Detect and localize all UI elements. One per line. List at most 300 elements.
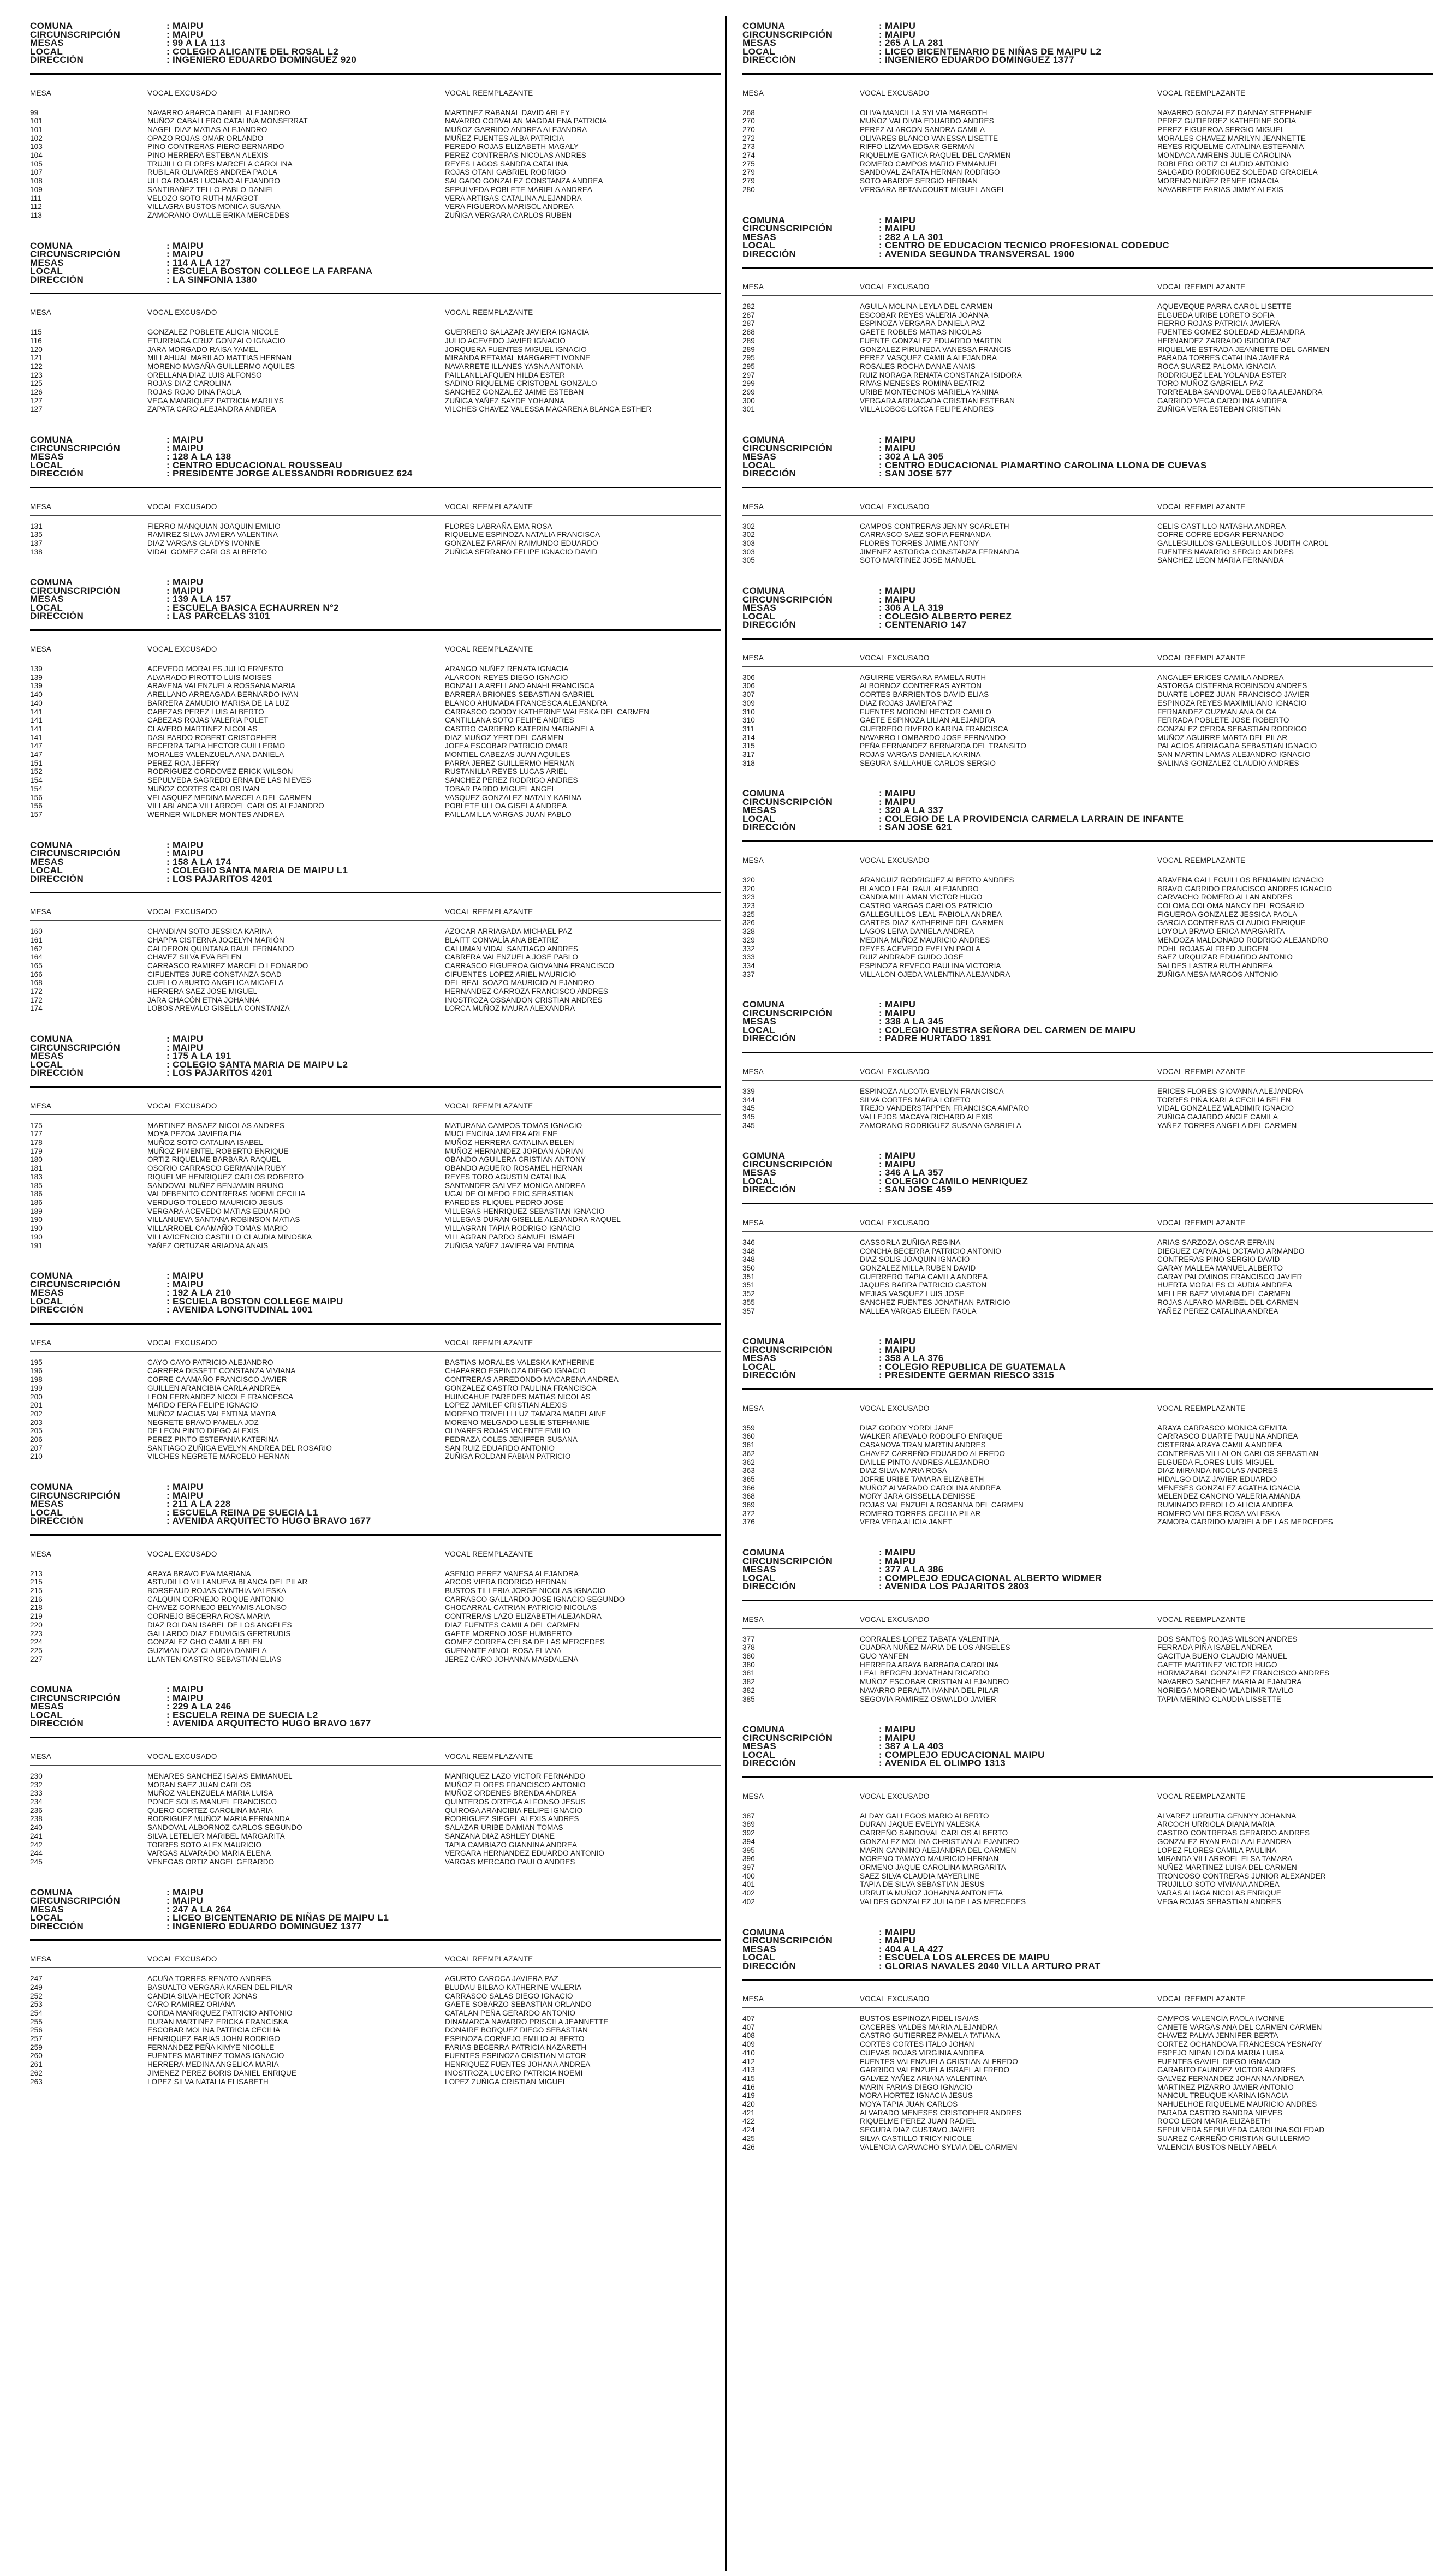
section-header bbox=[742, 1928, 1433, 1971]
vocal-excusado-name: PINO CONTRERAS PIERO BERNARDO bbox=[147, 142, 284, 151]
table-row bbox=[742, 2091, 1433, 2100]
table-row bbox=[742, 151, 1433, 160]
mesa-number: 320 bbox=[742, 884, 755, 893]
mesa-number: 289 bbox=[742, 345, 755, 354]
vocal-excusado-name: DIAZ SOLIS JOAQUIN IGNACIO bbox=[860, 1255, 970, 1264]
table-row bbox=[30, 1570, 721, 1578]
table-row bbox=[30, 1798, 721, 1806]
header-local-row bbox=[30, 1913, 721, 1922]
mesa-number: 141 bbox=[30, 733, 43, 742]
mesa-number: 352 bbox=[742, 1290, 755, 1298]
vocal-reemplazante-name: BRAVO GARRIDO FRANCISCO ANDRES IGNACIO bbox=[1157, 884, 1333, 893]
header-comuna-value: : MAIPU bbox=[166, 1887, 204, 1898]
polling-section bbox=[30, 578, 721, 819]
vocal-reemplazante-name: CANETE VARGAS ANA DEL CARMEN CARMEN bbox=[1157, 2023, 1322, 2031]
vocal-excusado-name: RUIZ ANDRADE GUIDO JOSE bbox=[860, 953, 964, 962]
vocal-excusado-name: VALDES GONZALEZ JULIA DE LAS MERCEDES bbox=[860, 1897, 1026, 1906]
header-circunscripcion-row bbox=[30, 31, 721, 39]
left-column bbox=[30, 22, 721, 2108]
vocal-excusado-name: GALVEZ YAÑEZ ARIANA VALENTINA bbox=[860, 2074, 987, 2083]
mesa-number: 131 bbox=[30, 522, 43, 530]
table-row bbox=[742, 1281, 1433, 1290]
table-row bbox=[30, 1173, 721, 1182]
mesa-number: 111 bbox=[30, 194, 41, 202]
vocal-reemplazante-name: NAVARRETE ILLANES YASNA ANTONIA bbox=[445, 362, 584, 371]
mesa-number: 236 bbox=[30, 1806, 43, 1815]
header-comuna-label: COMUNA bbox=[30, 1887, 73, 1898]
vocal-reemplazante-name: PAILLANLLAFQUEN HILDA ESTER bbox=[445, 371, 566, 379]
header-comuna-row bbox=[742, 1337, 1433, 1346]
header-local-label: LOCAL bbox=[30, 266, 63, 277]
mesa-number: 220 bbox=[30, 1620, 43, 1629]
table-row bbox=[742, 345, 1433, 354]
vocal-reemplazante-column-header: VOCAL REEMPLAZANTE bbox=[1157, 88, 1246, 97]
mesa-number: 219 bbox=[30, 1612, 43, 1621]
vocal-excusado-name: SANDOVAL NUÑEZ BENJAMIN BRUNO bbox=[147, 1181, 284, 1190]
vocal-excusado-name: CANDIA SILVA HECTOR JONAS bbox=[147, 1991, 258, 2000]
section-header bbox=[742, 789, 1433, 832]
header-circunscripcion-value: : MAIPU bbox=[879, 29, 916, 40]
vocal-excusado-column-header: VOCAL EXCUSADO bbox=[147, 1955, 217, 1964]
vocal-reemplazante-name: CARRASCO SALAS DIEGO IGNACIO bbox=[445, 1991, 573, 2000]
mesa-number: 160 bbox=[30, 927, 43, 936]
section-rule bbox=[742, 1979, 1433, 1981]
header-local-row bbox=[742, 1751, 1433, 1760]
table-row bbox=[742, 673, 1433, 682]
table-row bbox=[742, 1122, 1433, 1130]
vocal-excusado-name: RODRIGUEZ MUÑOZ MARIA FERNANDA bbox=[147, 1815, 290, 1823]
vocal-reemplazante-name: BARRERA BRIONES SEBASTIAN GABRIEL bbox=[445, 690, 595, 699]
vocal-excusado-name: MENARES SANCHEZ ISAIAS EMMANUEL bbox=[147, 1772, 293, 1780]
vocal-excusado-name: WERNER-WILDNER MONTES ANDREA bbox=[147, 810, 284, 819]
mesa-number: 180 bbox=[30, 1155, 43, 1164]
mesa-number: 196 bbox=[30, 1367, 43, 1375]
mesa-column-header: MESA bbox=[742, 1218, 764, 1227]
vocal-excusado-name: MUÑOZ PIMENTEL ROBERTO ENRIQUE bbox=[147, 1147, 289, 1155]
vocal-excusado-name: LOPEZ SILVA NATALIA ELISABETH bbox=[147, 2077, 269, 2086]
header-mesas-label: MESAS bbox=[30, 1904, 64, 1915]
header-circunscripcion-label: CIRCUNSCRIPCIÓN bbox=[30, 585, 121, 596]
vocal-reemplazante-column-header: VOCAL REEMPLAZANTE bbox=[1157, 1067, 1246, 1076]
vocal-reemplazante-name: RUSTANILLA REYES LUCAS ARIEL bbox=[445, 767, 568, 776]
table-row bbox=[30, 1122, 721, 1130]
header-direccion-label: DIRECCIÓN bbox=[742, 1370, 796, 1381]
mesa-number: 355 bbox=[742, 1298, 755, 1307]
vocal-reemplazante-name: GUENANTE AINOL ROSA ELIANA bbox=[445, 1646, 562, 1655]
vocal-reemplazante-name: OBANDO AGUILERA CRISTIAN ANTONY bbox=[445, 1155, 586, 1164]
header-comuna-label: COMUNA bbox=[30, 577, 73, 588]
mesa-number: 262 bbox=[30, 2068, 43, 2077]
vocal-reemplazante-name: ANCALEF ERICES CAMILA ANDREA bbox=[1157, 673, 1284, 682]
header-local-label: LOCAL bbox=[742, 1024, 776, 1035]
vocal-reemplazante-name: NAHUELHOE RIQUELME MAURICIO ANDRES bbox=[1157, 2100, 1317, 2109]
mesa-number: 280 bbox=[742, 185, 755, 194]
vocal-reemplazante-name: TORREALBA SANDOVAL DEBORA ALEJANDRA bbox=[1157, 388, 1323, 397]
vocal-excusado-name: CIFUENTES JURE CONSTANZA SOAD bbox=[147, 970, 282, 979]
mesa-number: 199 bbox=[30, 1384, 43, 1392]
vocal-reemplazante-name: ESPINOZA REYES MAXIMILIANO IGNACIO bbox=[1157, 699, 1307, 707]
header-circunscripcion-row bbox=[742, 31, 1433, 39]
table-row bbox=[742, 1838, 1433, 1846]
vocal-excusado-name: TRUJILLO FLORES MARCELA CAROLINA bbox=[147, 159, 293, 168]
vocal-excusado-name: MUÑOZ ESCOBAR CRISTIAN ALEJANDRO bbox=[860, 1678, 1009, 1686]
header-local-value: : COLEGIO REPUBLICA DE GUATEMALA bbox=[879, 1361, 1066, 1372]
header-mesas-label: MESAS bbox=[30, 1499, 64, 1510]
table-row bbox=[742, 1820, 1433, 1829]
vocal-reemplazante-name: NAVARRO CORVALAN MAGDALENA PATRICIA bbox=[445, 117, 607, 126]
header-comuna-row bbox=[742, 436, 1433, 444]
table-row bbox=[30, 1806, 721, 1815]
table-row bbox=[742, 1889, 1433, 1898]
table-row bbox=[742, 1307, 1433, 1316]
header-direccion-row bbox=[742, 1962, 1433, 1971]
mesa-number: 101 bbox=[30, 125, 43, 134]
table-row bbox=[30, 1595, 721, 1604]
polling-section bbox=[30, 1483, 721, 1663]
table-row bbox=[742, 1492, 1433, 1501]
mesa-number: 138 bbox=[30, 547, 43, 556]
mesa-number: 389 bbox=[742, 1820, 755, 1829]
table-row bbox=[742, 556, 1433, 565]
vocal-reemplazante-name: MELLER BAEZ VIVIANA DEL CARMEN bbox=[1157, 1290, 1291, 1298]
polling-section bbox=[30, 22, 721, 220]
table-header bbox=[742, 654, 1433, 662]
header-circunscripcion-label: CIRCUNSCRIPCIÓN bbox=[742, 1555, 833, 1566]
header-circunscripcion-label: CIRCUNSCRIPCIÓN bbox=[30, 443, 121, 454]
mesa-number: 198 bbox=[30, 1375, 43, 1384]
table-row bbox=[742, 1298, 1433, 1307]
vocal-reemplazante-name: QUINTEROS ORTEGA ALFONSO JESUS bbox=[445, 1798, 586, 1806]
header-direccion-row bbox=[30, 56, 721, 64]
vocal-reemplazante-name: GONZALEZ CASTRO PAULINA FRANCISCA bbox=[445, 1384, 597, 1392]
vocal-excusado-column-header: VOCAL EXCUSADO bbox=[147, 308, 217, 317]
mesa-number: 289 bbox=[742, 336, 755, 345]
vocal-excusado-name: VALENCIA CARVACHO SYLVIA DEL CARMEN bbox=[860, 2143, 1018, 2151]
table-row bbox=[30, 810, 721, 819]
header-circunscripcion-value: : MAIPU bbox=[879, 1935, 916, 1946]
table-row bbox=[742, 311, 1433, 320]
vocal-excusado-name: MUÑOZ CABALLERO CATALINA MONSERRAT bbox=[147, 117, 308, 126]
table-row bbox=[742, 186, 1433, 194]
header-comuna-label: COMUNA bbox=[30, 1684, 73, 1695]
header-circunscripcion-value: : MAIPU bbox=[166, 1692, 204, 1703]
mesa-number: 116 bbox=[30, 336, 42, 345]
vocal-reemplazante-name: PEREZ GUTIERREZ KATHERINE SOFIA bbox=[1157, 117, 1297, 126]
mesa-number: 162 bbox=[30, 944, 43, 953]
vocal-reemplazante-name: VILLEGAS HENRIQUEZ SEBASTIAN IGNACIO bbox=[445, 1207, 605, 1215]
vocal-reemplazante-name: BLAITT CONVALÍA ANA BEATRIZ bbox=[445, 935, 559, 944]
section-rule bbox=[742, 1776, 1433, 1778]
mesa-number: 274 bbox=[742, 151, 755, 160]
table-row bbox=[742, 1635, 1433, 1644]
vocal-excusado-name: ZAPATA CARO ALEJANDRA ANDREA bbox=[147, 405, 276, 414]
vocal-reemplazante-name: MARTINEZ RABANAL DAVID ARLEY bbox=[445, 108, 570, 117]
vocal-reemplazante-name: LOPEZ FLORES CAMILA PAULINA bbox=[1157, 1846, 1277, 1855]
vocal-reemplazante-name: CAMPOS VALENCIA PAOLA IVONNE bbox=[1157, 2014, 1285, 2023]
table-row bbox=[30, 2052, 721, 2060]
vocal-reemplazante-name: NAVARRETE FARIAS JIMMY ALEXIS bbox=[1157, 185, 1283, 194]
table-row bbox=[30, 160, 721, 169]
table-header bbox=[30, 308, 721, 317]
vocal-reemplazante-name: CONTRERAS LAZO ELIZABETH ALEJANDRA bbox=[445, 1612, 602, 1621]
table-row bbox=[742, 953, 1433, 962]
header-mesas-label: MESAS bbox=[30, 594, 64, 605]
table-row bbox=[742, 927, 1433, 936]
mesa-number: 270 bbox=[742, 117, 755, 126]
table-row bbox=[30, 388, 721, 397]
vocal-excusado-column-header: VOCAL EXCUSADO bbox=[147, 908, 217, 916]
mesa-number: 368 bbox=[742, 1492, 755, 1501]
table-row bbox=[30, 1393, 721, 1402]
vocal-reemplazante-name: MIRANDA VILLARROEL ELSA TAMARA bbox=[1157, 1855, 1293, 1863]
table-row bbox=[30, 1992, 721, 2001]
vocal-excusado-name: DASI PARDO ROBERT CRISTOPHER bbox=[147, 733, 277, 742]
vocal-excusado-name: GONZALEZ GHO CAMILA BELEN bbox=[147, 1638, 263, 1647]
mesa-number: 233 bbox=[30, 1789, 43, 1798]
vocal-reemplazante-name: UGALDE OLMEDO ERIC SEBASTIAN bbox=[445, 1190, 574, 1198]
vocal-reemplazante-name: GALVEZ FERNANDEZ JOHANNA ANDREA bbox=[1157, 2074, 1304, 2083]
header-circunscripcion-label: CIRCUNSCRIPCIÓN bbox=[30, 1490, 121, 1501]
vocal-reemplazante-name: FERRADA PIÑA ISABEL ANDREA bbox=[1157, 1643, 1272, 1652]
vocal-excusado-name: VELOZO SOTO RUTH MARGOT bbox=[147, 194, 259, 202]
table-row bbox=[30, 682, 721, 690]
header-direccion-label: DIRECCIÓN bbox=[30, 274, 84, 285]
table-row bbox=[742, 337, 1433, 345]
header-local-value: : COLEGIO SANTA MARIA DE MAIPU L1 bbox=[166, 865, 348, 876]
mesa-number: 380 bbox=[742, 1660, 755, 1669]
vocal-reemplazante-name: FUENTES GAVIEL DIEGO IGNACIO bbox=[1157, 2057, 1280, 2066]
table-row bbox=[742, 530, 1433, 539]
table-row bbox=[30, 716, 721, 725]
header-mesas-row bbox=[742, 604, 1433, 612]
header-local-label: LOCAL bbox=[742, 240, 776, 251]
mesa-number: 302 bbox=[742, 530, 755, 539]
mesa-number: 161 bbox=[30, 935, 43, 944]
header-local-value: : ESCUELA REINA DE SUECIA L2 bbox=[166, 1709, 318, 1720]
mesa-number: 223 bbox=[30, 1629, 43, 1638]
vocal-excusado-name: FLORES TORRES JAIME ANTONY bbox=[860, 539, 979, 548]
table-row bbox=[30, 734, 721, 742]
header-comuna-value: : MAIPU bbox=[879, 999, 916, 1010]
vocal-reemplazante-name: ZUÑIGA GAJARDO ANGIE CAMILA bbox=[1157, 1112, 1278, 1121]
header-local-value: : COLEGIO NUESTRA SEÑORA DEL CARMEN DE MAIPU bbox=[879, 1024, 1136, 1035]
header-mesas-value: : 211 A LA 228 bbox=[166, 1499, 231, 1510]
table-row bbox=[30, 1832, 721, 1841]
vocal-reemplazante-name: SALDES LASTRA RUTH ANDREA bbox=[1157, 961, 1273, 970]
vocal-excusado-name: DURAN JAQUE EVELYN VALESKA bbox=[860, 1820, 980, 1829]
table-row bbox=[742, 1273, 1433, 1281]
table-row bbox=[30, 1823, 721, 1832]
mesa-number: 202 bbox=[30, 1409, 43, 1418]
section-header bbox=[30, 1685, 721, 1728]
header-local-label: LOCAL bbox=[30, 1059, 63, 1070]
mesa-number: 141 bbox=[30, 707, 43, 716]
table-header-rule bbox=[742, 2007, 1433, 2008]
header-local-value: : COLEGIO CAMILO HENRIQUEZ bbox=[879, 1176, 1028, 1186]
vocal-reemplazante-name: RODRIGUEZ SIEGEL ALEXIS ANDRES bbox=[445, 1815, 579, 1823]
vocal-reemplazante-name: AGURTO CAROCA JAVIERA PAZ bbox=[445, 1975, 558, 1983]
header-comuna-label: COMUNA bbox=[742, 999, 786, 1010]
section-header bbox=[742, 1725, 1433, 1768]
mesa-number: 178 bbox=[30, 1138, 43, 1147]
vocal-excusado-name: LEAL BERGEN JONATHAN RICARDO bbox=[860, 1669, 990, 1678]
vocal-reemplazante-name: GACITUA BUENO CLAUDIO MANUEL bbox=[1157, 1652, 1287, 1661]
header-local-row bbox=[742, 241, 1433, 250]
table-header bbox=[742, 1995, 1433, 2003]
table-row bbox=[742, 2126, 1433, 2134]
vocal-reemplazante-name: BLUDAU BILBAO KATHERINE VALERIA bbox=[445, 1983, 582, 1991]
vocal-reemplazante-name: MORENO NUÑEZ RENEE IGNACIA bbox=[1157, 177, 1280, 186]
vocal-excusado-name: CHAPPA CISTERNA JOCELYN MARIÓN bbox=[147, 935, 284, 944]
header-direccion-value: : LOS PAJARITOS 4201 bbox=[166, 1068, 273, 1078]
vocal-excusado-name: MUÑOZ CORTES CARLOS IVAN bbox=[147, 784, 260, 793]
header-comuna-row bbox=[30, 841, 721, 850]
header-local-label: LOCAL bbox=[742, 1176, 776, 1186]
header-local-value: : ESCUELA BASICA ECHAURREN N°2 bbox=[166, 602, 339, 613]
table-row bbox=[742, 1510, 1433, 1518]
vocal-excusado-name: RIFFO LIZAMA EDGAR GERMAN bbox=[860, 142, 974, 151]
mesa-number: 107 bbox=[30, 168, 43, 177]
header-circunscripcion-label: CIRCUNSCRIPCIÓN bbox=[742, 443, 833, 454]
vocal-excusado-name: ACEVEDO MORALES JULIO ERNESTO bbox=[147, 664, 284, 673]
header-comuna-value: : MAIPU bbox=[166, 1271, 204, 1281]
header-mesas-value: : 377 A LA 386 bbox=[879, 1564, 944, 1575]
header-circunscripcion-label: CIRCUNSCRIPCIÓN bbox=[30, 1042, 121, 1053]
table-row bbox=[30, 1975, 721, 1983]
vocal-excusado-name: VALDEBENITO CONTRERAS NOEMI CECILIA bbox=[147, 1190, 306, 1198]
table-row bbox=[30, 2009, 721, 2018]
vocal-reemplazante-name: MELENDEZ CANCINO VALERIA AMANDA bbox=[1157, 1492, 1301, 1501]
header-circunscripcion-row bbox=[30, 1694, 721, 1703]
vocal-excusado-name: CARREÑO SANDOVAL CARLOS ALBERTO bbox=[860, 1829, 1008, 1838]
mesa-number: 334 bbox=[742, 961, 755, 970]
table-row bbox=[742, 2109, 1433, 2118]
vocal-reemplazante-name: ZUÑIGA YAÑEZ SAYDE YOHANNA bbox=[445, 396, 565, 405]
table-row bbox=[742, 759, 1433, 768]
header-local-value: : COMPLEJO EDUCACIONAL MAIPU bbox=[879, 1749, 1045, 1760]
vocal-excusado-name: VELASQUEZ MEDINA MARCELA DEL CARMEN bbox=[147, 793, 312, 802]
table-row bbox=[30, 776, 721, 785]
vocal-excusado-column-header: VOCAL EXCUSADO bbox=[860, 1995, 930, 2003]
mesa-number: 172 bbox=[30, 987, 43, 996]
vocal-excusado-name: WALKER AREVALO RODOLFO ENRIQUE bbox=[860, 1432, 1003, 1441]
mesa-number: 332 bbox=[742, 944, 755, 953]
mesa-number: 402 bbox=[742, 1889, 755, 1898]
mesa-number: 191 bbox=[30, 1241, 43, 1250]
mesa-number: 413 bbox=[742, 2066, 755, 2074]
vocal-excusado-name: VENEGAS ORTIZ ANGEL GERARDO bbox=[147, 1857, 275, 1866]
header-comuna-row bbox=[742, 1928, 1433, 1937]
vocal-excusado-name: URIBE MONTECINOS MARIELA YANINA bbox=[860, 388, 999, 397]
mesa-number: 203 bbox=[30, 1418, 43, 1427]
header-local-value: : ESCUELA LOS ALERCES DE MAIPU bbox=[879, 1952, 1050, 1963]
vocal-reemplazante-name: MUÑOZ FLORES FRANCISCO ANTONIO bbox=[445, 1780, 586, 1789]
mesa-number: 337 bbox=[742, 970, 755, 979]
header-circunscripcion-label: CIRCUNSCRIPCIÓN bbox=[742, 594, 833, 605]
header-direccion-row bbox=[30, 469, 721, 478]
vocal-excusado-name: CABEZAS ROJAS VALERIA POLET bbox=[147, 716, 269, 725]
vocal-reemplazante-name: PEREDO ROJAS ELIZABETH MAGALY bbox=[445, 142, 579, 151]
polling-section bbox=[30, 841, 721, 1013]
vocal-reemplazante-name: ARANGO NUÑEZ RENATA IGNACIA bbox=[445, 664, 569, 673]
header-comuna-label: COMUNA bbox=[30, 434, 73, 445]
header-circunscripcion-label: CIRCUNSCRIPCIÓN bbox=[742, 1159, 833, 1170]
table-row bbox=[30, 397, 721, 406]
vocal-excusado-name: GUILLEN ARANCIBIA CARLA ANDREA bbox=[147, 1384, 281, 1392]
vocal-excusado-name: GALLARDO DIAZ EDUVIGIS GERTRUDIS bbox=[147, 1629, 291, 1638]
mesa-number: 425 bbox=[742, 2134, 755, 2143]
vocal-excusado-name: MORY JARA GISSELLA DENISSE bbox=[860, 1492, 976, 1501]
mesa-number: 175 bbox=[30, 1121, 43, 1130]
header-circunscripcion-label: CIRCUNSCRIPCIÓN bbox=[742, 796, 833, 807]
vocal-reemplazante-column-header: VOCAL REEMPLAZANTE bbox=[1157, 1615, 1246, 1624]
vocal-reemplazante-name: FARIAS BECERRA PATRICIA NAZARETH bbox=[445, 2043, 587, 2052]
header-local-label: LOCAL bbox=[742, 46, 776, 57]
mesa-number: 247 bbox=[30, 1975, 43, 1983]
header-circunscripcion-row bbox=[30, 587, 721, 595]
table-row bbox=[30, 802, 721, 810]
vocal-excusado-name: ACUÑA TORRES RENATO ANDRES bbox=[147, 1975, 271, 1983]
vocal-excusado-name: VERGARA ARRIAGADA CRISTIAN ESTEBAN bbox=[860, 396, 1015, 405]
vocal-excusado-name: PEREZ ROA JEFFRY bbox=[147, 759, 221, 767]
table-row bbox=[30, 1384, 721, 1393]
mesa-number: 408 bbox=[742, 2031, 755, 2040]
mesa-number: 213 bbox=[30, 1569, 43, 1578]
header-circunscripcion-label: CIRCUNSCRIPCIÓN bbox=[742, 1732, 833, 1743]
header-comuna-label: COMUNA bbox=[742, 1547, 786, 1558]
table-row bbox=[30, 2043, 721, 2052]
header-comuna-row bbox=[742, 1000, 1433, 1009]
table-row bbox=[30, 1435, 721, 1444]
table-header-rule bbox=[742, 666, 1433, 667]
table-row bbox=[30, 708, 721, 717]
vocal-reemplazante-name: FUENTES NAVARRO SERGIO ANDRES bbox=[1157, 547, 1294, 556]
header-comuna-row bbox=[742, 789, 1433, 798]
header-mesas-value: : 338 A LA 345 bbox=[879, 1016, 944, 1027]
table-row bbox=[30, 194, 721, 203]
header-circunscripcion-row bbox=[742, 1557, 1433, 1566]
mesa-number: 392 bbox=[742, 1829, 755, 1838]
table-row bbox=[30, 202, 721, 211]
vocal-reemplazante-name: DIAZ MIRANDA NICOLAS ANDRES bbox=[1157, 1466, 1278, 1475]
vocal-reemplazante-name: CARVACHO ROMERO ALLAN ANDRES bbox=[1157, 893, 1293, 902]
vocal-excusado-name: MORENO TAMAYO MAURICIO HERNAN bbox=[860, 1855, 999, 1863]
table-row bbox=[30, 177, 721, 186]
header-direccion-row bbox=[742, 469, 1433, 478]
table-header-rule bbox=[30, 1967, 721, 1968]
mesa-number: 303 bbox=[742, 547, 755, 556]
vocal-excusado-name: VERDUGO TOLEDO MAURICIO JESUS bbox=[147, 1198, 283, 1207]
table-row bbox=[30, 979, 721, 987]
vocal-reemplazante-column-header: VOCAL REEMPLAZANTE bbox=[1157, 1218, 1246, 1227]
vocal-reemplazante-name: VILLAGRAN TAPIA RODRIGO IGNACIO bbox=[445, 1224, 581, 1233]
section-rule bbox=[30, 487, 721, 488]
table-row bbox=[30, 1841, 721, 1850]
mesa-number: 190 bbox=[30, 1232, 43, 1241]
header-mesas-label: MESAS bbox=[742, 38, 776, 48]
vocal-reemplazante-name: CHAVEZ PALMA JENNIFER BERTA bbox=[1157, 2031, 1278, 2040]
header-mesas-label: MESAS bbox=[742, 805, 776, 816]
header-local-value: : LICEO BICENTENARIO DE NIÑAS DE MAIPU L2 bbox=[879, 46, 1102, 57]
header-comuna-row bbox=[30, 1483, 721, 1492]
vocal-excusado-name: ALVARADO PIROTTO LUIS MOISES bbox=[147, 673, 272, 682]
mesa-number: 244 bbox=[30, 1849, 43, 1858]
vocal-reemplazante-name: SALGADO GONZALEZ CONSTANZA ANDREA bbox=[445, 177, 603, 186]
vocal-reemplazante-name: VASQUEZ GONZALEZ NATALY KARINA bbox=[445, 793, 582, 802]
vocal-excusado-name: DIAZ ROJAS JAVIERA PAZ bbox=[860, 699, 952, 707]
vocal-reemplazante-column-header: VOCAL REEMPLAZANTE bbox=[445, 1338, 533, 1347]
vocal-excusado-name: GARRIDO VALENZUELA ISRAEL ALFREDO bbox=[860, 2066, 1010, 2074]
